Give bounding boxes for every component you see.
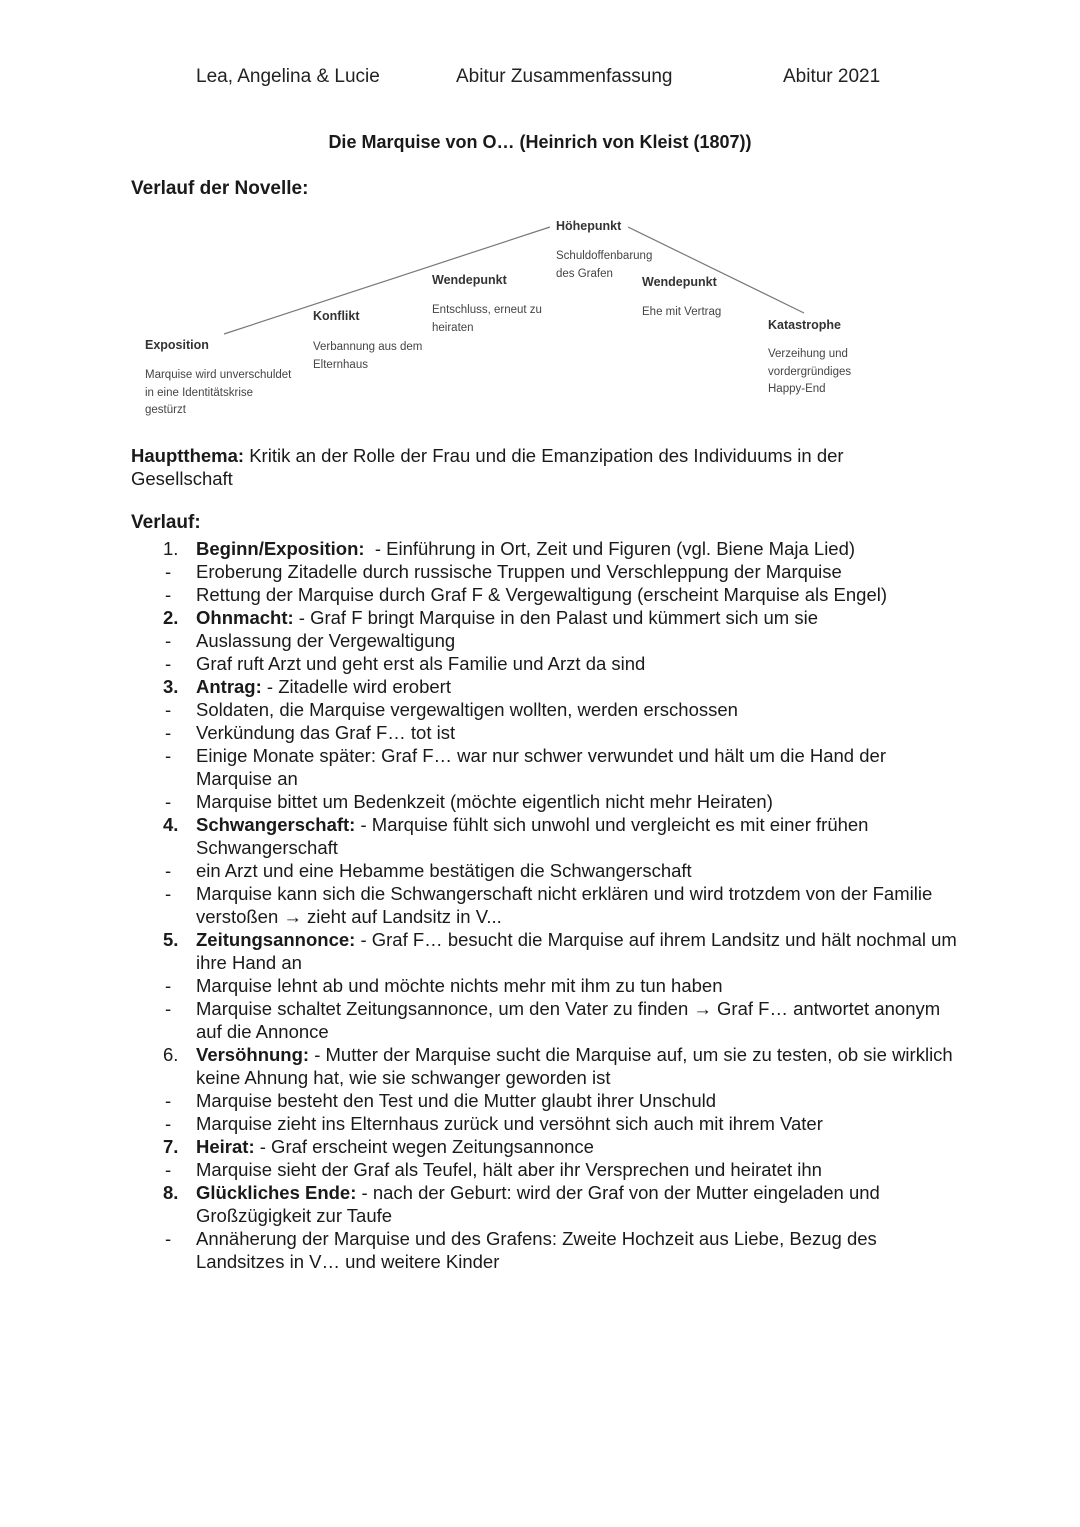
hoehepunkt-label: Höhepunkt <box>556 219 622 233</box>
bullet-dash: - <box>165 1159 172 1180</box>
item-text: Auslassung der Vergewaltigung <box>196 630 456 651</box>
section-heading: Glückliches Ende: <box>196 1182 357 1203</box>
item-number: 6. <box>163 1044 179 1065</box>
bullet-dash: - <box>165 1113 172 1134</box>
item-text: Marquise bittet um Bedenkzeit (möchte eigentlich nicht mehr Heiraten) <box>196 791 773 812</box>
item-text: - Mutter der Marquise sucht die Marquise auf, um sie zu testen, ob sie wirklich keine Ahnung hat, wie sie schwanger geworden ist <box>196 1044 958 1088</box>
plot-bullet-item <box>131 721 961 744</box>
bullet-dash: - <box>165 791 172 812</box>
plot-section-item <box>131 813 961 859</box>
konflikt-text-line: Verbannung aus dem <box>313 341 423 353</box>
wendepunkt1-text <box>432 302 542 337</box>
konflikt-text <box>313 339 422 374</box>
header-title: Abitur Zusammenfassung <box>456 66 673 87</box>
item-number: 8. <box>163 1182 179 1203</box>
item-number: 1. <box>163 538 179 559</box>
plot-section-item <box>131 928 961 974</box>
katastrophe-text-line: Happy-End <box>768 383 826 395</box>
konflikt-text-line: Elternhaus <box>313 358 368 371</box>
item-text: - Marquise fühlt sich unwohl und vergleicht es mit einer frühen Schwangerschaft <box>196 814 874 858</box>
item-text: ein Arzt und eine Hebamme bestätigen die Schwangerschaft <box>196 860 692 881</box>
item-text: - Graf F… besucht die Marquise auf ihrem Landsitz und hält nochmal um ihre Hand an <box>196 929 962 973</box>
section-heading: Beginn/Exposition: <box>196 538 365 559</box>
section-heading: Antrag: <box>196 676 262 697</box>
section-heading: Zeitungsannonce: <box>196 929 356 950</box>
item-text: Annäherung der Marquise und des Grafens: Zweite Hochzeit aus Liebe, Bezug des Landsitzes in V… und weitere Kinder <box>196 1228 882 1272</box>
plot-bullet-item <box>131 859 961 882</box>
plot-section-item <box>131 537 961 560</box>
wendepunkt2-text <box>642 304 721 322</box>
bullet-dash: - <box>165 699 172 720</box>
wendepunkt2-label: Wendepunkt <box>642 275 717 289</box>
item-text: Marquise sieht der Graf als Teufel, hält aber ihr Versprechen und heiratet ihn <box>196 1159 822 1180</box>
plot-section-item <box>131 1181 961 1227</box>
plot-bullet-item <box>131 629 961 652</box>
hoehepunkt-text-line: des Grafen <box>556 267 613 280</box>
item-text: Rettung der Marquise durch Graf F & Vergewaltigung (erscheint Marquise als Engel) <box>196 584 888 605</box>
katastrophe-text <box>768 346 851 399</box>
item-text: - Graf erscheint wegen Zeitungsannonce <box>254 1136 594 1157</box>
plot-section-item <box>131 675 961 698</box>
item-number: 3. <box>163 676 179 697</box>
item-text: - Einführung in Ort, Zeit und Figuren (vgl. Biene Maja Lied) <box>364 538 856 559</box>
section-heading: Ohnmacht: <box>196 607 294 628</box>
bullet-dash: - <box>165 561 172 582</box>
plot-section-item <box>131 1043 961 1089</box>
main-theme-label: Hauptthema: <box>131 445 245 466</box>
bullet-dash: - <box>165 860 172 881</box>
header-authors: Lea, Angelina & Lucie <box>196 66 380 87</box>
plot-bullet-item <box>131 698 961 721</box>
item-number: 2. <box>163 607 179 628</box>
document-title: Die Marquise von O… (Heinrich von Kleist (1807)) <box>328 132 752 152</box>
exposition-text-line: gestürzt <box>145 404 186 416</box>
konflikt-label: Konflikt <box>313 309 360 323</box>
plot-section-item <box>131 606 961 629</box>
section-heading: Schwangerschaft: <box>196 814 356 835</box>
item-number: 7. <box>163 1136 179 1157</box>
item-text: - Zitadelle wird erobert <box>261 676 451 697</box>
wendepunkt2-text-line: Ehe mit Vertrag <box>642 306 722 318</box>
section-heading: Heirat: <box>196 1136 255 1157</box>
katastrophe-text-line: Verzeihung und <box>768 348 848 360</box>
plot-bullet-item <box>131 790 961 813</box>
plot-bullet-item <box>131 583 961 606</box>
plot-bullet-item <box>131 974 961 997</box>
item-text: Marquise zieht ins Elternhaus zurück und versöhnt sich auch mit ihrem Vater <box>196 1113 823 1134</box>
wendepunkt1-label: Wendepunkt <box>432 273 507 287</box>
exposition-text <box>145 367 291 420</box>
item-number: 5. <box>163 929 179 950</box>
wendepunkt1-text-line: heiraten <box>432 321 474 334</box>
bullet-dash: - <box>165 745 172 766</box>
plot-bullet-item <box>131 744 961 790</box>
plot-bullet-item <box>131 1112 961 1135</box>
bullet-dash: - <box>165 883 172 904</box>
item-text: Einige Monate später: Graf F… war nur schwer verwundet und hält um die Hand der Marquise an <box>196 745 892 789</box>
item-text: Verkündung das Graf F… tot ist <box>196 722 456 743</box>
item-text: - Graf F bringt Marquise in den Palast und kümmert sich um sie <box>293 607 819 628</box>
plot-bullet-item <box>131 1227 961 1273</box>
item-text: Marquise schaltet Zeitungsannonce, um den Vater zu finden → Graf F… antwortet anonym auf die Annonce <box>196 998 946 1042</box>
hoehepunkt-text <box>556 248 652 283</box>
plot-bullet-item <box>131 1158 961 1181</box>
exposition-text-line: Marquise wird unverschuldet <box>145 369 292 381</box>
section-heading: Versöhnung: <box>196 1044 310 1065</box>
item-text: Marquise kann sich die Schwangerschaft nicht erklären und wird trotzdem von der Familie verstoßen → zieht auf Landsitz in V... <box>196 883 938 927</box>
item-text: Soldaten, die Marquise vergewaltigen wollten, werden erschossen <box>196 699 738 720</box>
bullet-dash: - <box>165 1228 172 1249</box>
item-text: Marquise besteht den Test und die Mutter glaubt ihrer Unschuld <box>196 1090 717 1111</box>
katastrophe-text-line: vordergründiges <box>768 365 852 378</box>
plot-outline-list <box>131 537 961 1273</box>
bullet-dash: - <box>165 1090 172 1111</box>
bullet-dash: - <box>165 975 172 996</box>
bullet-dash: - <box>165 722 172 743</box>
plot-structure-diagram <box>0 210 1080 430</box>
falling-action-line <box>628 227 804 313</box>
hoehepunkt-text-line: Schuldoffenbarung <box>556 250 653 262</box>
plot-bullet-item <box>131 560 961 583</box>
main-theme-paragraph <box>131 444 931 490</box>
plot-bullet-item <box>131 652 961 675</box>
katastrophe-label: Katastrophe <box>768 318 841 332</box>
item-text: Marquise lehnt ab und möchte nichts mehr mit ihm zu tun haben <box>196 975 723 996</box>
section-heading-verlauf: Verlauf: <box>131 512 201 533</box>
plot-bullet-item <box>131 1089 961 1112</box>
bullet-dash: - <box>165 630 172 651</box>
item-text: - nach der Geburt: wird der Graf von der Mutter eingeladen und Großzügigkeit zur Taufe <box>196 1182 885 1226</box>
item-text: Eroberung Zitadelle durch russische Truppen und Verschleppung der Marquise <box>196 561 842 582</box>
exposition-text-line: in eine Identitätskrise <box>145 386 254 399</box>
plot-bullet-item <box>131 997 961 1043</box>
bullet-dash: - <box>165 653 172 674</box>
main-theme-text: Kritik an der Rolle der Frau und die Emanzipation des Individuums in der Gesellschaft <box>131 445 844 489</box>
plot-bullet-item <box>131 882 961 928</box>
bullet-dash: - <box>165 998 172 1019</box>
section-heading-verlauf-novelle: Verlauf der Novelle: <box>131 178 309 199</box>
bullet-dash: - <box>165 584 172 605</box>
header-year: Abitur 2021 <box>783 66 881 87</box>
wendepunkt1-text-line: Entschluss, erneut zu <box>432 304 542 316</box>
exposition-label: Exposition <box>145 338 209 352</box>
plot-section-item <box>131 1135 961 1158</box>
item-number: 4. <box>163 814 179 835</box>
item-text: Graf ruft Arzt und geht erst als Familie und Arzt da sind <box>196 653 646 674</box>
